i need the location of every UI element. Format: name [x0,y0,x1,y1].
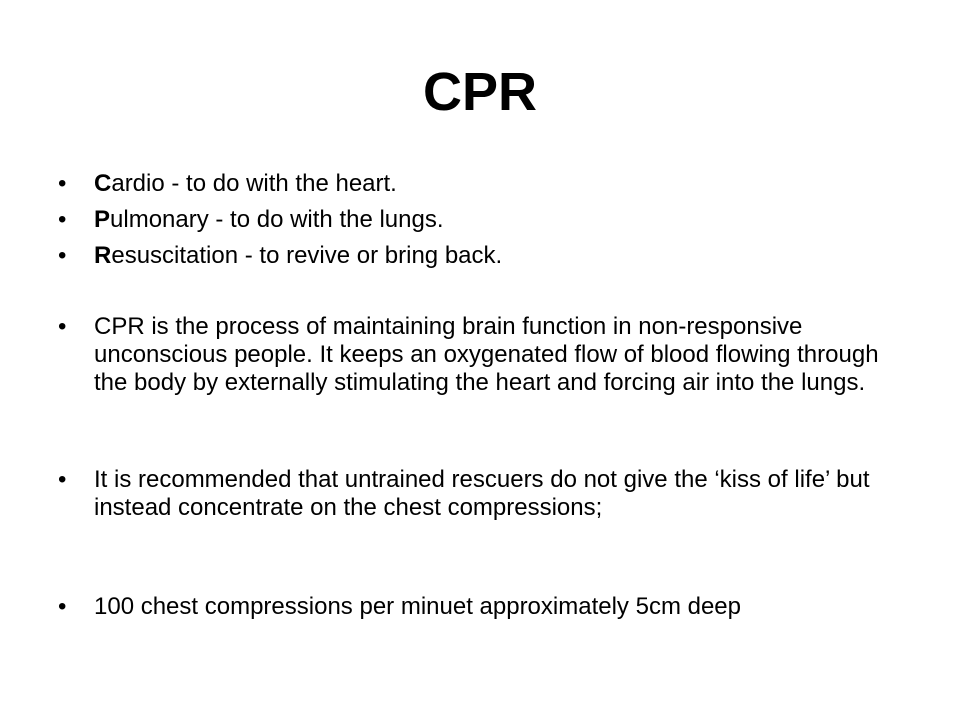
bullet-item [58,313,908,397]
bullet-dot: • [58,170,67,197]
bullet-dot: • [58,242,67,269]
bullet-item [58,242,908,270]
bullet-rest: ardio - to do with the heart. [111,170,397,197]
bullet-text [94,242,908,270]
bullet-text [94,170,908,198]
bullet-text: CPR is the process of maintaining brain function in non-responsive unconscious people. It keeps an oxygenated flow of blood flowing through the body by externally stimulating the heart and forcing air into the lungs. [94,313,879,396]
bullet-dot: • [58,593,67,620]
bullet-dot: • [58,313,67,340]
bullet-item [58,170,908,198]
bullet-text: It is recommended that untrained rescuers do not give the ‘kiss of life’ but instead concentrate on the chest compressions; [94,466,870,521]
bullet-text [94,206,908,234]
bullet-item [58,206,908,234]
bullet-rest: ulmonary - to do with the lungs. [110,206,444,233]
acronym-letter: C [94,170,112,197]
bullet-item [58,466,908,522]
bullet-item [58,593,908,621]
acronym-letter: P [94,206,111,233]
bullet-text: 100 chest compressions per minuet approximately 5cm deep [94,593,741,620]
bullet-dot: • [58,206,67,233]
slide-title: CPR [422,62,537,122]
bullet-rest: esuscitation - to revive or bring back. [111,242,503,269]
bullet-dot: • [58,466,67,493]
acronym-letter: R [94,242,112,269]
